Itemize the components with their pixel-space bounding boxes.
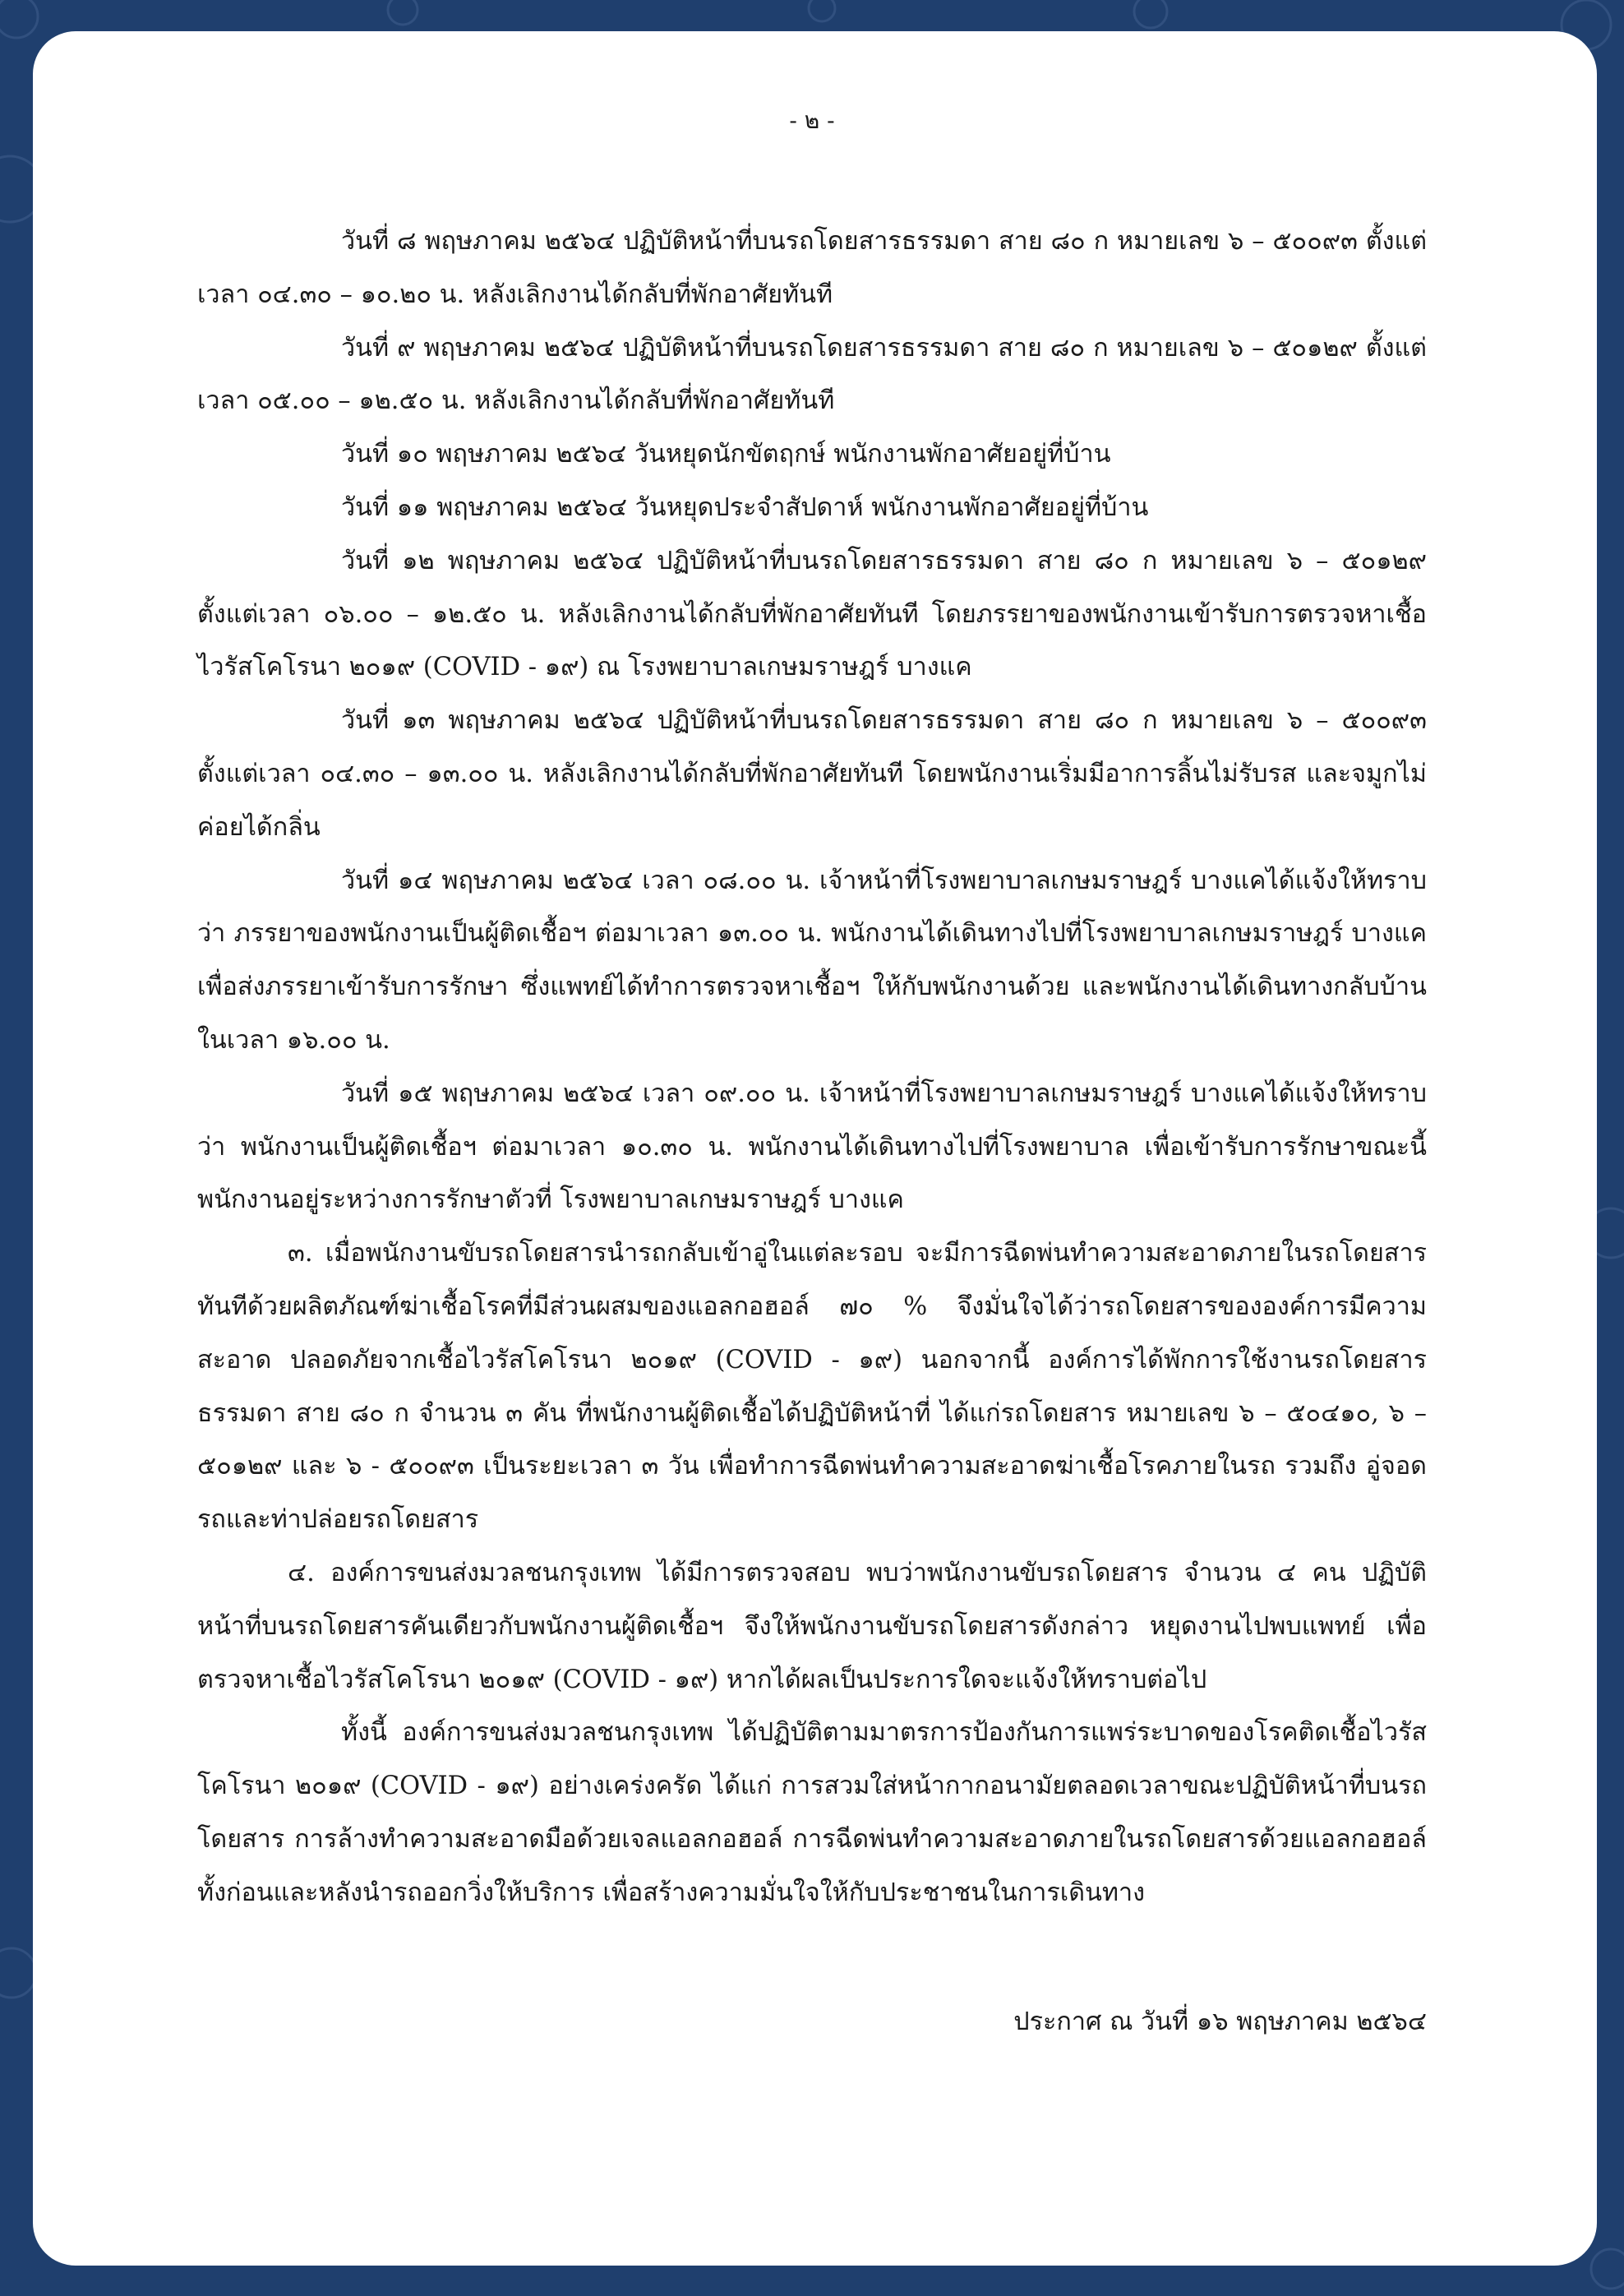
paragraph-may-14: วันที่ ๑๔ พฤษภาคม ๒๕๖๔ เวลา ๐๘.๐๐ น. เจ้าหน้าที่โรงพยาบาลเกษมราษฎร์ บางแคได้แจ้งให้ทราบว่า ภรรยาของพนักงานเป็นผู้ติดเชื้อฯ ต่อมาเวลา ๑๓.๐๐ น. พนักงานได้เดินทางไปที่โรงพยาบาลเกษมราษฎร์ บางแค เพื่อส่งภรรยาเข้ารับการรักษา ซึ่งแพทย์ได้ทำการตรวจหาเชื้อฯ ให้กับพนักงานด้วย และพนักงานได้เดินทางกลับบ้าน ในเวลา ๑๖.๐๐ น. xyxy=(197,866,1427,1055)
paragraph-closing: ทั้งนี้ องค์การขนส่งมวลชนกรุงเทพ ได้ปฏิบัติตามมาตรการป้องกันการแพร่ระบาดของโรคติดเชื้อไวรัสโคโรนา ๒๐๑๙ (COVID - ๑๙) อย่างเคร่งครัด ได้แก่ การสวมใส่หน้ากากอนามัยตลอดเวลาขณะปฏิบัติหน้าที่บนรถโดยสาร การล้างทำความสะอาดมือด้วยเจลแอลกอฮอล์ การฉีดพ่นทำความสะอาดภายในรถโดยสารด้วยแอลกอฮอล์ ทั้งก่อนและหลังนำรถออกวิ่งให้บริการ เพื่อสร้างความมั่นใจให้กับประชาชนในการเดินทาง xyxy=(197,1718,1427,1907)
paragraph-item-4: ๔. องค์การขนส่งมวลชนกรุงเทพ ได้มีการตรวจสอบ พบว่าพนักงานขับรถโดยสาร จำนวน ๔ คน ปฏิบัติหน้าที่บนรถโดยสารคันเดียวกับพนักงานผู้ติดเชื้อฯ จึงให้พนักงานขับรถโดยสารดังกล่าว หยุดงานไปพบแพทย์ เพื่อตรวจหาเชื้อไวรัสโคโรนา ๒๐๑๙ (COVID - ๑๙) หากได้ผลเป็นประการใดจะแจ้งให้ทราบต่อไป xyxy=(197,1558,1427,1694)
announcement-date: ประกาศ ณ วันที่ ๑๖ พฤษภาคม ๒๕๖๔ xyxy=(1013,2007,1427,2036)
paragraph-may-13: วันที่ ๑๓ พฤษภาคม ๒๕๖๔ ปฏิบัติหน้าที่บนรถโดยสารธรรมดา สาย ๘๐ ก หมายเลข ๖ – ๕๐๐๙๓ ตั้งแต่เวลา ๐๔.๓๐ – ๑๓.๐๐ น. หลังเลิกงานได้กลับที่พักอาศัยทันที โดยพนักงานเริ่มมีอาการลิ้นไม่รับรส และจมูกไม่ค่อยได้กลิ่น xyxy=(197,706,1427,842)
paragraph-may-10: วันที่ ๑๐ พฤษภาคม ๒๕๖๔ วันหยุดนักขัตฤกษ์ พนักงานพักอาศัยอยู่ที่บ้าน xyxy=(341,440,1111,469)
paragraph-may-12: วันที่ ๑๒ พฤษภาคม ๒๕๖๔ ปฏิบัติหน้าที่บนรถโดยสารธรรมดา สาย ๘๐ ก หมายเลข ๖ – ๕๐๑๒๙ ตั้งแต่เวลา ๐๖.๐๐ – ๑๒.๕๐ น. หลังเลิกงานได้กลับที่พักอาศัยทันที โดยภรรยาของพนักงานเข้ารับการตรวจหาเชื้อไวรัสโคโรนา ๒๐๑๙ (COVID - ๑๙) ณ โรงพยาบาลเกษมราษฎร์ บางแค xyxy=(197,546,1427,682)
paragraph-may-15: วันที่ ๑๕ พฤษภาคม ๒๕๖๔ เวลา ๐๙.๐๐ น. เจ้าหน้าที่โรงพยาบาลเกษมราษฎร์ บางแคได้แจ้งให้ทราบว่า พนักงานเป็นผู้ติดเชื้อฯ ต่อมาเวลา ๑๐.๓๐ น. พนักงานได้เดินทางไปที่โรงพยาบาล เพื่อเข้ารับการรักษาขณะนี้พนักงานอยู่ระหว่างการรักษาตัวที่ โรงพยาบาลเกษมราษฎร์ บางแค xyxy=(197,1079,1427,1215)
document-body xyxy=(197,215,1427,1920)
paragraph-may-9: วันที่ ๙ พฤษภาคม ๒๕๖๔ ปฏิบัติหน้าที่บนรถโดยสารธรรมดา สาย ๘๐ ก หมายเลข ๖ – ๕๐๑๒๙ ตั้งแต่เวลา ๐๕.๐๐ – ๑๒.๕๐ น. หลังเลิกงานได้กลับที่พักอาศัยทันที xyxy=(197,333,1427,416)
page-number: - ๒ - xyxy=(789,107,835,134)
paragraph-may-11: วันที่ ๑๑ พฤษภาคม ๒๕๖๔ วันหยุดประจำสัปดาห์ พนักงานพักอาศัยอยู่ที่บ้าน xyxy=(341,492,1149,522)
paragraph-may-8: วันที่ ๘ พฤษภาคม ๒๕๖๔ ปฏิบัติหน้าที่บนรถโดยสารธรรมดา สาย ๘๐ ก หมายเลข ๖ – ๕๐๐๙๓ ตั้งแต่เวลา ๐๔.๓๐ – ๑๐.๒๐ น. หลังเลิกงานได้กลับที่พักอาศัยทันที xyxy=(197,227,1427,309)
paragraph-item-3: ๓. เมื่อพนักงานขับรถโดยสารนำรถกลับเข้าอู่ในแต่ละรอบ จะมีการฉีดพ่นทำความสะอาดภายในรถโดยสารทันทีด้วยผลิตภัณฑ์ฆ่าเชื้อโรคที่มีส่วนผสมของแอลกอฮอล์ ๗๐ % จึงมั่นใจได้ว่ารถโดยสารขององค์การมีความสะอาด ปลอดภัยจากเชื้อไวรัสโคโรนา ๒๐๑๙ (COVID - ๑๙) นอกจากนี้ องค์การได้พักการใช้งานรถโดยสารธรรมดา สาย ๘๐ ก จำนวน ๓ คัน ที่พนักงานผู้ติดเชื้อได้ปฏิบัติหน้าที่ ได้แก่รถโดยสาร หมายเลข ๖ – ๕๐๔๑๐, ๖ – ๕๐๑๒๙ และ ๖ - ๕๐๐๙๓ เป็นระยะเวลา ๓ วัน เพื่อทำการฉีดพ่นทำความสะอาดฆ่าเชื้อโรคภายในรถ รวมถึง อู่จอดรถและท่าปล่อยรถโดยสาร xyxy=(197,1239,1427,1535)
